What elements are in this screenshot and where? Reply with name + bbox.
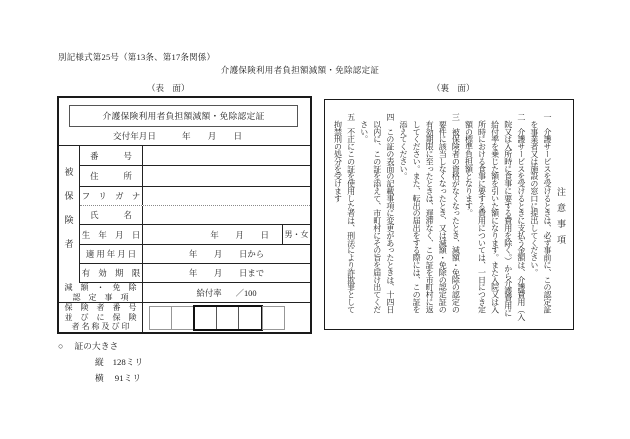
field-value — [143, 146, 310, 165]
row-apply-date — [80, 245, 310, 264]
issue-date-row — [59, 127, 310, 146]
field-label: 有 効 期 限 — [80, 264, 143, 282]
insured-vertical-label-cell — [59, 146, 80, 283]
form-reference: 別記様式第25号（第13条、第17条関係） — [58, 52, 216, 62]
field-value: 年 月 日から — [188, 250, 265, 260]
benefit-rate-label: 給付率 — [196, 288, 222, 298]
benefit-rate-value: ／100 — [235, 288, 257, 298]
note-line: 有効期限に至ったときは、遅滞なく、この証を市町村に返 — [425, 113, 435, 313]
field-value — [143, 187, 310, 205]
back-card — [324, 99, 574, 330]
insurer-box-cell — [217, 307, 239, 329]
row-name — [80, 206, 310, 225]
note-line: 二 介護サービスを受けるときに支払う金額は、介護費用（入 — [516, 113, 526, 321]
page-title: 介護保険利用者負担額減額・免除認定証 — [220, 65, 380, 75]
note-line: 添えてください。 — [398, 113, 408, 180]
note-line: 四 この証の表面の記載事項に変更があったときは、十四日 — [385, 113, 395, 313]
note-line: してください。また、転出の届出をする際には、この証を — [412, 113, 422, 313]
field-value — [143, 166, 310, 186]
insurer-box-cell — [239, 307, 261, 329]
field-label: 適 用 年 月 日 — [80, 245, 143, 263]
insurer-box-cell — [262, 306, 285, 330]
row-furigana — [80, 187, 310, 206]
insurer-box-cell — [171, 306, 194, 330]
field-label: 住 所 — [80, 166, 143, 186]
field-label: 氏 名 — [80, 206, 143, 224]
size-note-height: 縦 128ミリ — [95, 357, 144, 367]
row-valid-until — [80, 264, 310, 283]
gender-cell: 男・女 — [282, 225, 310, 244]
note-line: 要件に該当しなくなったとき、又は減額・免除の認定証の — [438, 113, 448, 313]
note-line: 額の標準負担額となります。 — [464, 113, 474, 217]
issue-date-label: 交付年月日 — [113, 131, 156, 142]
field-label: 生 年 月 日 — [80, 225, 143, 244]
note-line: さい。 — [359, 113, 369, 143]
circle-bullet-icon: ○ — [58, 340, 64, 351]
insurer-box-cell — [149, 306, 172, 330]
note-line: 院又は入所時に食事に要する費用を除く。）から介護費用に — [503, 113, 513, 317]
note-line: 一 介護サービスを受けるときは、必ず事前に、この認定証 — [543, 113, 552, 313]
reduction-row — [59, 283, 310, 303]
insured-section — [59, 146, 310, 283]
insurer-box-cell — [195, 307, 217, 329]
note-line: 拘禁刑の処分を受けます — [333, 113, 343, 202]
size-note — [58, 339, 143, 384]
note-line: 以内に、この証を添えて、市町村にその旨を届け出てくだ — [372, 113, 382, 313]
field-value: 年 月 日 — [210, 230, 269, 240]
benefit-rate-cell — [143, 283, 310, 302]
note-line: 所時における食事に要する費用については、一日につき定 — [477, 113, 487, 313]
issue-date-value: 年 月 日 — [181, 131, 243, 142]
row-birthdate — [80, 225, 310, 245]
field-value — [143, 206, 310, 224]
row-address — [80, 166, 310, 187]
size-note-title: 証の大きさ — [74, 341, 119, 351]
size-note-width: 横 91ミリ — [95, 373, 142, 383]
insurer-box-bold-group — [193, 305, 263, 331]
note-line: 五 不正にこの証を使用した者は、刑法により詐欺罪として — [346, 113, 356, 313]
back-side-label: （裏 面） — [432, 83, 475, 93]
insured-vertical-label: 被保険者 — [63, 166, 74, 263]
note-line: 給付率を乗じた額を引いた額になります。また入院又は入 — [490, 113, 500, 313]
insurer-label: 保 険 者 番 号 並 び に 保 険 者 名 称 及 び 印 — [59, 303, 143, 332]
insurer-number-boxes — [143, 303, 284, 332]
notes-heading: 注意事項 — [556, 187, 566, 251]
front-card — [57, 96, 312, 334]
reduction-label: 減 額 ・ 免 除 認 定 事 項 — [59, 283, 143, 302]
note-line: を事業者又は施設の窓口に提出してください。 — [529, 113, 539, 276]
note-line: 三 被保険者の資格がなくなったとき、減額・免除の認定の — [451, 113, 461, 313]
field-label: 番 号 — [80, 146, 143, 165]
field-value: 年 月 日まで — [188, 269, 265, 279]
front-side-label: （表 面） — [147, 83, 190, 93]
card-title: 介護保険利用者負担額減額・免除認定証 — [69, 105, 298, 127]
insurer-row — [59, 303, 310, 332]
row-number — [80, 146, 310, 166]
field-label: フ リ ガ ナ — [80, 187, 143, 205]
